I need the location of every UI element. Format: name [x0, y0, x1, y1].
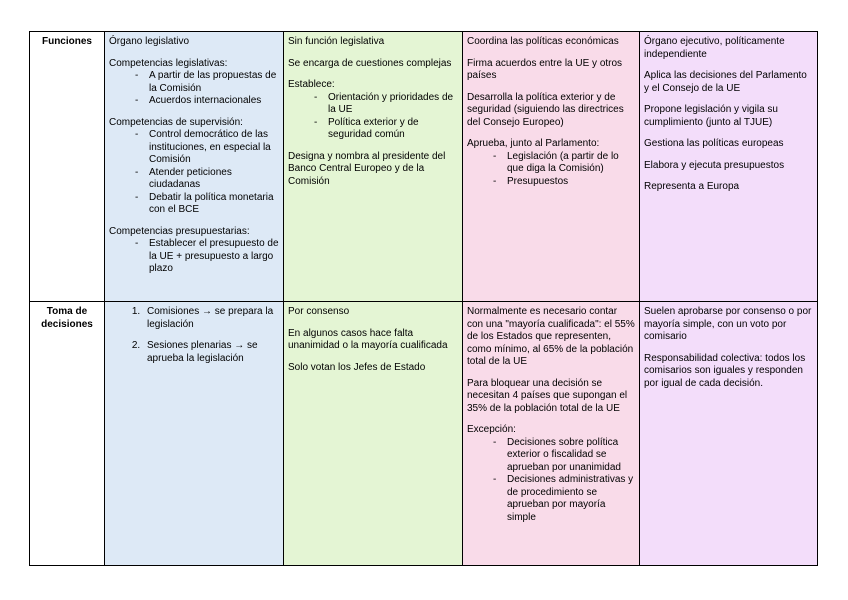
cell-funciones-comision — [640, 32, 818, 302]
list-title: Aprueba, junto al Parlamento: — [467, 138, 600, 149]
text: Propone legislación y vigila su cumplimiento (junto al TJUE) — [644, 104, 778, 128]
text: En algunos casos hace falta unanimidad o la mayoría cualificada — [288, 327, 448, 351]
text: Órgano legislativo — [109, 36, 190, 47]
text: Representa a Europa — [644, 181, 740, 192]
list-item: 2. Sesiones plenarias → se aprueba la legislación — [143, 340, 279, 365]
list-item: - Presupuestos — [493, 176, 635, 189]
steps-list — [109, 306, 279, 365]
row-header-toma-decisiones: Toma de decisiones — [30, 302, 105, 566]
list-item: - Acuerdos internacionales — [135, 95, 279, 108]
text: Coordina las políticas económicas — [467, 36, 619, 47]
list-item: - Control democrático de las instituciones, en especial la Comisión — [135, 129, 279, 167]
list-title: Excepción: — [467, 424, 516, 435]
text: Por consenso — [288, 306, 350, 317]
list — [109, 129, 279, 217]
text: Responsabilidad colectiva: todos los comisarios son iguales y responden por igual de cada decisión. — [644, 352, 806, 389]
institutions-table — [29, 31, 818, 566]
text: Aplica las decisiones del Parlamento y el Consejo de la UE — [644, 70, 807, 94]
list-title: Competencias presupuestarias: — [109, 225, 250, 237]
list-item: - Decisiones administrativas y de procedimiento se aprueban por mayoría simple — [493, 474, 635, 524]
cell-funciones-consejo-europeo — [284, 32, 463, 302]
list-item: - Debatir la política monetaria con el BCE — [135, 192, 279, 217]
text: Solo votan los Jefes de Estado — [288, 361, 426, 373]
list-item: - A partir de las propuestas de la Comisión — [135, 70, 279, 95]
list-item: 1. Comisiones → se prepara la legislación — [143, 306, 279, 331]
list-title: Establece: — [288, 79, 335, 90]
cell-decisiones-parlamento — [105, 302, 284, 566]
list-title: Competencias legislativas: — [109, 57, 228, 69]
list — [109, 238, 279, 276]
text: Para bloquear una decisión se necesitan 4 países que supongan el 35% de la población total de la UE — [467, 377, 628, 414]
list-item: - Orientación y prioridades de la UE — [314, 92, 458, 117]
list — [288, 92, 458, 142]
row-header-funciones: Funciones — [30, 32, 105, 302]
cell-funciones-consejo-ue — [463, 32, 640, 302]
text: Elabora y ejecuta presupuestos — [644, 159, 785, 171]
text: Firma acuerdos entre la UE y otros países — [467, 57, 623, 81]
text: Normalmente es necesario contar con una "mayoría cualificada": el 55% de los Estados que representen, como mínimo, al 65% de la población total de la UE — [467, 306, 635, 367]
list-item: - Política exterior y de seguridad común — [314, 117, 458, 142]
text: Gestiona las políticas europeas — [644, 138, 784, 149]
row-funciones — [30, 32, 818, 302]
text: Desarrolla la política exterior y de seguridad (siguiendo las directrices del Consejo Europeo) — [467, 91, 624, 128]
text: Se encarga de cuestiones complejas — [288, 57, 452, 69]
list — [109, 70, 279, 108]
list-item: - Atender peticiones ciudadanas — [135, 167, 279, 192]
row-toma-decisiones — [30, 302, 818, 566]
cell-decisiones-consejo-europeo — [284, 302, 463, 566]
cell-funciones-parlamento — [105, 32, 284, 302]
list — [467, 437, 635, 525]
list-item: - Establecer el presupuesto de la UE + presupuesto a largo plazo — [135, 238, 279, 276]
list-item: - Legislación (a partir de lo que diga la Comisión) — [493, 151, 635, 176]
cell-decisiones-consejo-ue — [463, 302, 640, 566]
cell-decisiones-comision — [640, 302, 818, 566]
text: Designa y nombra al presidente del Banco Central Europeo y de la Comisión — [288, 150, 446, 187]
text: Órgano ejecutivo, políticamente independiente — [644, 36, 785, 60]
list — [467, 151, 635, 189]
list-title: Competencias de supervisión: — [109, 116, 243, 128]
text: Suelen aprobarse por consenso o por mayoría simple, con un voto por comisario — [644, 306, 812, 342]
text: Sin función legislativa — [288, 36, 385, 47]
list-item: - Decisiones sobre política exterior o fiscalidad se aprueban por unanimidad — [493, 437, 635, 475]
